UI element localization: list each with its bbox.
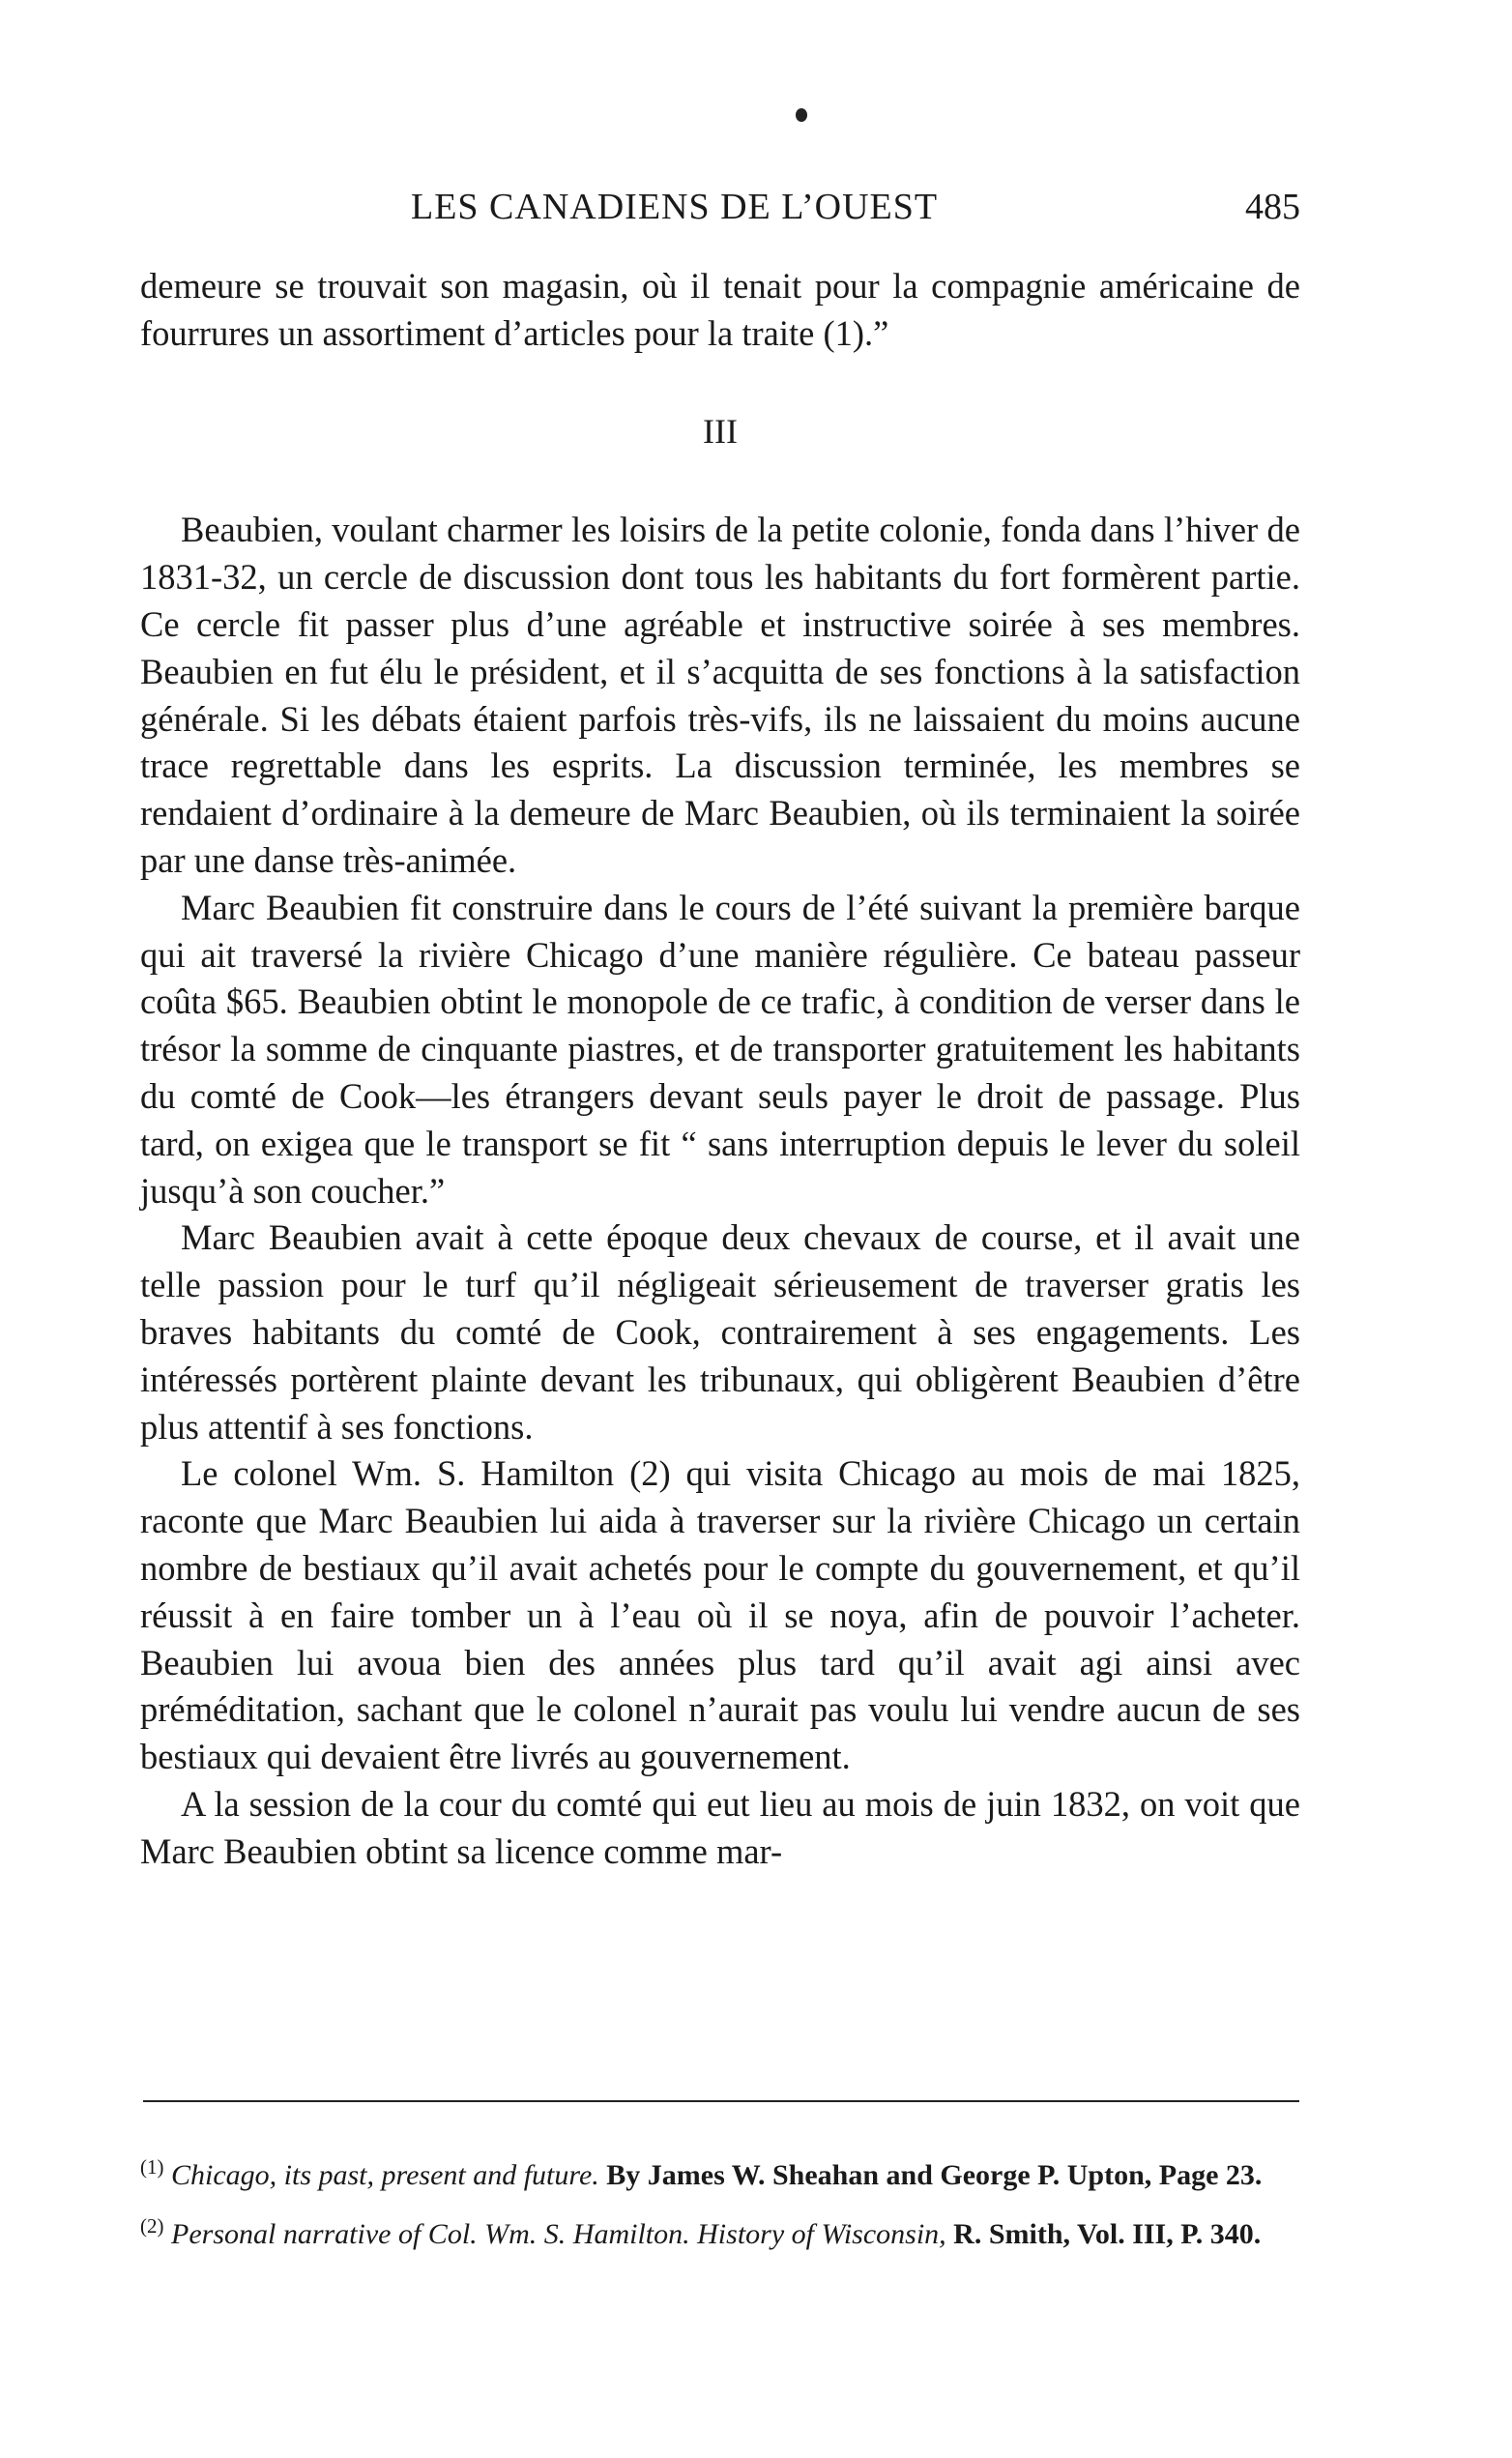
paragraph: A la session de la cour du comté qui eut lieu au mois de juin 1832, on voit que Marc Beaubien obtint sa licence comme mar- bbox=[140, 1783, 1300, 1871]
footnote-separator bbox=[143, 2100, 1299, 2102]
page-number: 485 bbox=[1245, 187, 1300, 227]
section-heading: III bbox=[703, 411, 738, 451]
footnotes bbox=[140, 2151, 1300, 2268]
paragraph-continued: demeure se trouvait son magasin, où il tenait pour la compagnie américaine de fourrures un assortiment d’articles pour la traite (1).” bbox=[140, 266, 1300, 353]
footnote-ref: (2) bbox=[140, 2214, 164, 2238]
paragraph: Marc Beaubien avait à cette époque deux chevaux de course, et il avait une telle passion pour le turf qu’il négligeait sérieusement de traverser gratis les braves habitants du comté de Cook, contrairement à ses engagements. Les intéressés portèrent plainte devant les tribunaux, qui obligèrent Beaubien d’être plus attentif à ses fonctions. bbox=[140, 1217, 1300, 1447]
footnote-ref: (1) bbox=[140, 2155, 164, 2179]
running-title: LES CANADIENS DE L’OUEST bbox=[411, 187, 939, 227]
footnote-text: R. Smith, Vol. III, P. 340. bbox=[945, 2218, 1262, 2250]
ink-speck bbox=[796, 108, 807, 122]
footnote-title: Chicago, its past, present and future. bbox=[171, 2159, 599, 2191]
footnote-text: By James W. Sheahan and George P. Upton, Page 23. bbox=[598, 2159, 1263, 2191]
footnote-title: Personal narrative of Col. Wm. S. Hamilton. History of Wisconsin, bbox=[171, 2218, 946, 2250]
paragraph: Beaubien, voulant charmer les loisirs de la petite colonie, fonda dans l’hiver de 1831-32, un cercle de discussion dont tous les habitants du fort formèrent partie. Ce cercle fit passer plus d’une agréable et instructive soirée à ses membres. Beaubien en fut élu le président, et il s’acquitta de ses fonctions à la satisfaction générale. Si les débats étaient parfois très-vifs, ils ne laissaient du moins aucune trace regrettable dans les esprits. La discussion terminée, les membres se rendaient d’ordinaire à la demeure de Marc Beaubien, où ils terminaient la soirée par une danse très-animée. bbox=[140, 510, 1300, 880]
paragraph: Marc Beaubien fit construire dans le cours de l’été suivant la première barque qui ait traversé la rivière Chicago d’une manière régulière. Ce bateau passeur coûta $65. Beaubien obtint le monopole de ce trafic, à condition de verser dans le trésor la somme de cinquante piastres, et de transporter gratuitement les habitants du comté de Cook—les étrangers devant seuls payer le droit de passage. Plus tard, on exigea que le transport se fit “ sans interruption depuis le lever du soleil jusqu’à son coucher.” bbox=[140, 887, 1300, 1211]
running-header bbox=[140, 186, 1300, 234]
footnote bbox=[140, 2151, 1300, 2192]
paragraph: Le colonel Wm. S. Hamilton (2) qui visita Chicago au mois de mai 1825, raconte que Marc Beaubien lui aida à traverser sur la rivière Chicago un certain nombre de bestiaux qu’il avait achetés pour le compte du gouvernement, et qu’il réussit à en faire tomber un à l’eau où il se noya, afin de pouvoir l’acheter. Beaubien lui avoua bien des années plus tard qu’il avait agi ainsi avec préméditation, sachant que le colonel n’aurait pas voulu lui vendre aucun de ses bestiaux qui devaient être livrés au gouvernement. bbox=[140, 1453, 1300, 1777]
footnote bbox=[140, 2209, 1300, 2251]
body-text bbox=[140, 263, 1300, 1876]
